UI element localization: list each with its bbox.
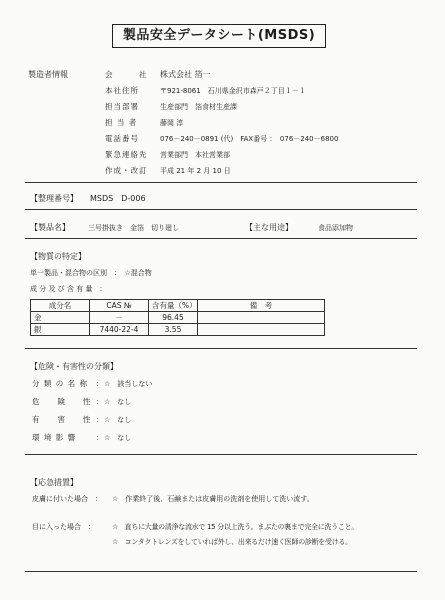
phone-value: 076－240－0891 (代) FAX番号 ： 076－240－6800 xyxy=(160,135,339,143)
table-cell: 3.55 xyxy=(149,324,198,336)
address-value: 〒921-8061 石川県金沢市森戸２丁目１－１ xyxy=(160,87,306,95)
hazard-separator: ： xyxy=(96,380,103,388)
eye-contact-value: ☆ コンタクトレンズをしていれば外し、出来るだけ速く医師の診断を受ける。 xyxy=(112,538,352,546)
hazard-label: 危 険 性 xyxy=(32,397,92,406)
emergency-label: 緊急連絡先 xyxy=(105,150,148,159)
divider xyxy=(25,454,417,455)
hazard-separator: ： xyxy=(96,398,103,406)
phone-label: 電話番号 xyxy=(105,134,139,143)
product-name-value: 三号掛抜き 金箔 切り廻し xyxy=(88,224,179,232)
hazard-separator: ： xyxy=(96,434,103,442)
table-cell: 96.45 xyxy=(149,312,198,324)
composition-heading: 【物質の特定】 xyxy=(30,252,86,261)
skin-contact-label: 皮膚に付いた場合 ： xyxy=(32,495,102,503)
hazard-label: 有 害 性 xyxy=(32,415,92,424)
product-name-label: 【製品名】 xyxy=(30,223,70,232)
address-label: 本社住所 xyxy=(105,86,139,95)
reference-value: MSDS D-006 xyxy=(90,194,146,203)
mixture-type: 単一製品・混合物の区別 ： ☆混合物 xyxy=(30,269,152,277)
divider xyxy=(25,182,417,183)
table-header-row xyxy=(31,300,325,312)
composition-table xyxy=(30,299,325,336)
hazard-label: 環 境 影 響 xyxy=(32,433,77,442)
table-cell: － xyxy=(90,312,149,324)
skin-contact-value: ☆ 作業終了後、石鹸または皮膚用の洗剤を使用して洗い流す。 xyxy=(112,495,314,503)
divider xyxy=(25,348,417,349)
table-row xyxy=(31,312,325,324)
divider xyxy=(25,571,417,572)
table-header: 備 考 xyxy=(198,300,325,312)
table-cell: 7440-22-4 xyxy=(90,324,149,336)
department-value: 生産部門 箔食材生産課 xyxy=(160,103,237,111)
table-header: 成分名 xyxy=(31,300,90,312)
eye-contact-value: ☆ 直ちに大量の清浄な流水で 15 分以上洗う。まぶたの裏まで完全に洗うこと。 xyxy=(112,523,358,531)
table-row xyxy=(31,324,325,336)
reference-label: 【整理番号】 xyxy=(30,194,78,203)
hazard-separator: ： xyxy=(96,416,103,424)
product-use-value: 食品添加物 xyxy=(318,224,353,232)
table-cell: 金 xyxy=(31,312,90,324)
company-value: 株式会社 箔一 xyxy=(160,70,211,79)
hazard-value: ☆ なし xyxy=(104,416,132,424)
table-cell xyxy=(198,312,325,324)
content-label: 成 分 及 び 含 有 量 ： xyxy=(30,285,107,293)
person-label: 担 当 者 xyxy=(105,118,138,127)
hazard-label: 分 類 の 名 称 xyxy=(32,379,89,388)
document-title: 製品安全データシート(MSDS) xyxy=(112,24,326,48)
manufacturer-section-label: 製造者情報 xyxy=(28,70,68,79)
divider xyxy=(25,238,417,239)
company-label: 会 社 xyxy=(105,70,148,79)
table-cell: 銀 xyxy=(31,324,90,336)
table-header: CAS № xyxy=(90,300,149,312)
hazard-value: ☆ なし xyxy=(104,434,132,442)
hazard-value: ☆ 該当しない xyxy=(104,380,153,388)
divider xyxy=(25,209,417,210)
person-value: 藤岡 淳 xyxy=(160,119,184,127)
created-label: 作成・改訂 xyxy=(105,166,148,175)
hazard-heading: 【危険・有害性の分類】 xyxy=(30,362,118,371)
table-header: 含有量（%） xyxy=(149,300,198,312)
product-use-label: 【主な用途】 xyxy=(245,223,293,232)
created-value: 平成 21 年 2 月 10 日 xyxy=(160,167,231,175)
table-cell xyxy=(198,324,325,336)
eye-contact-label: 目に入った場合 ： xyxy=(32,523,95,531)
first-aid-heading: 【応急措置】 xyxy=(30,478,78,487)
hazard-value: ☆ なし xyxy=(104,398,132,406)
department-label: 担当部署 xyxy=(105,102,139,111)
emergency-value: 営業部門 本社営業部 xyxy=(160,151,230,159)
